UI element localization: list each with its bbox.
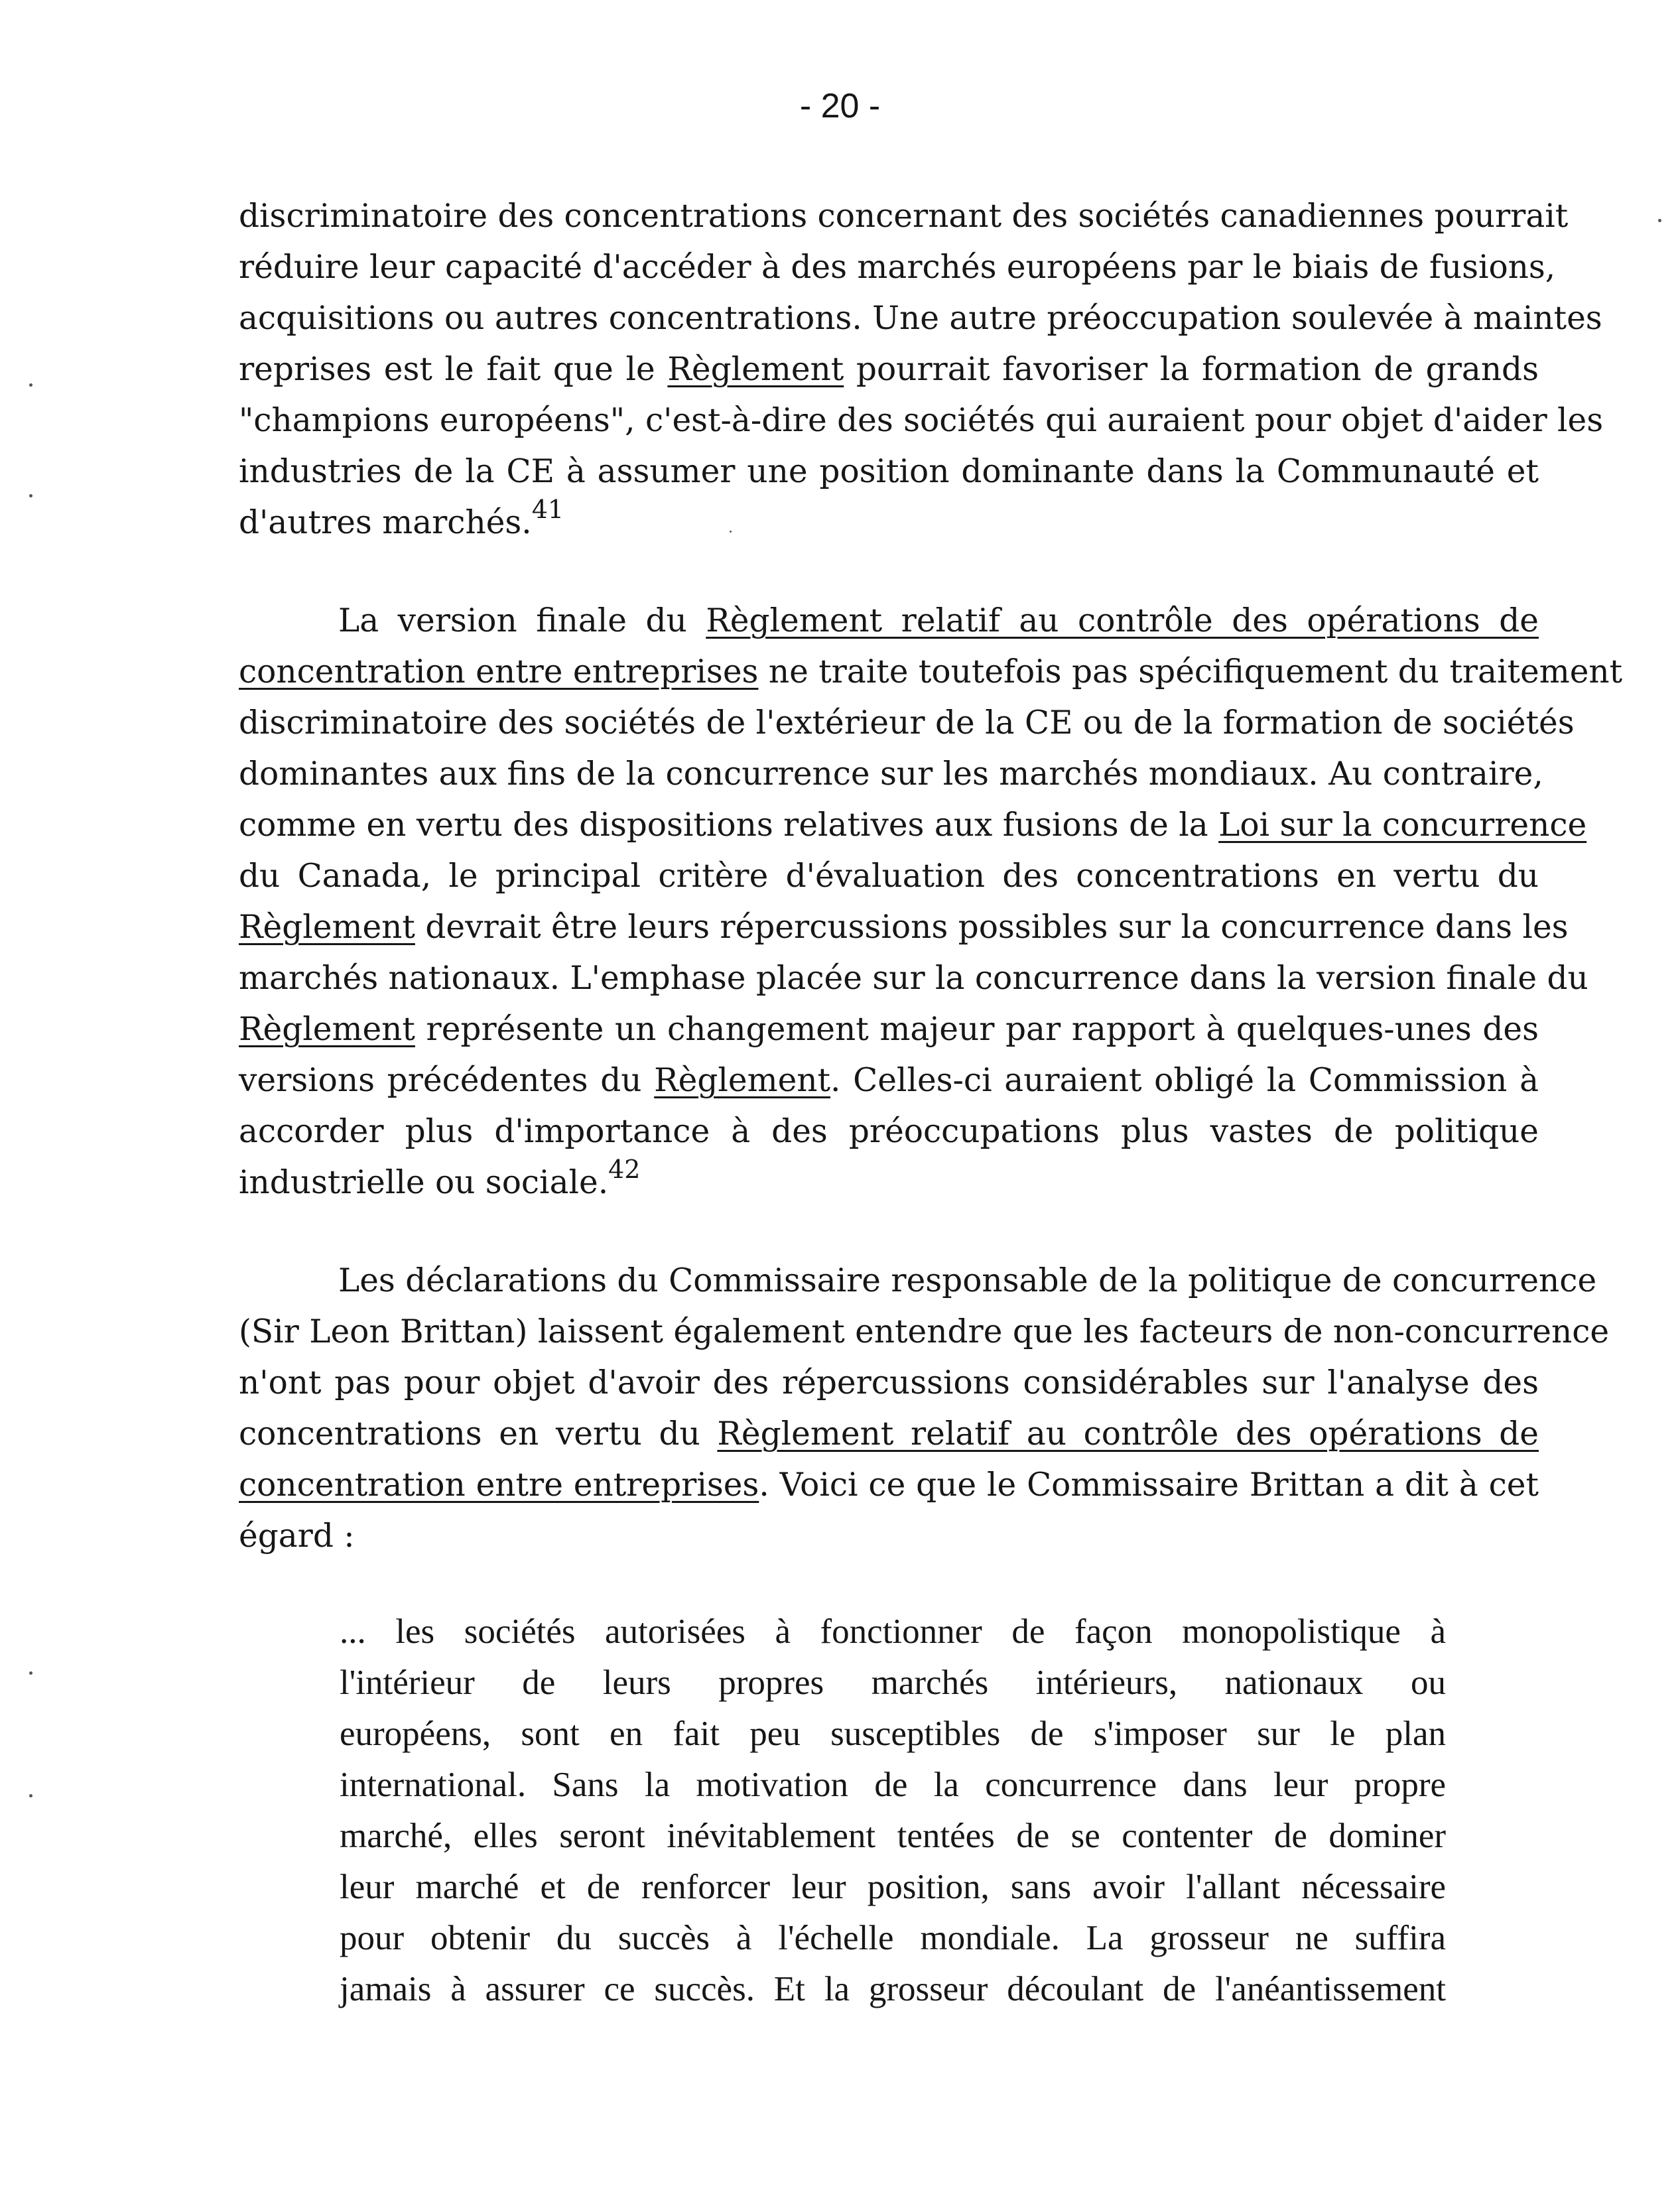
page-number: - 20 - (799, 87, 881, 125)
text-line: discriminatoire des sociétés de l'extérieur de la CE ou de la formation de sociétés (239, 704, 1575, 742)
scan-speck (29, 1794, 32, 1797)
underlined-term: concentration entre entreprises (239, 1466, 759, 1504)
scan-speck (29, 494, 32, 497)
text-line: accorder plus d'importance à des préoccupations plus vastes de politique (239, 1113, 1539, 1150)
text-line: versions précédentes du Règlement. Celles-ci auraient obligé la Commission à (239, 1062, 1539, 1099)
quote-line: leur marché et de renforcer leur position, sans avoir l'allant nécessaire (340, 1868, 1446, 1906)
underlined-term: Règlement (654, 1062, 831, 1099)
underlined-term: concentration entre entreprises (239, 653, 759, 690)
scan-speck (29, 383, 32, 387)
scan-speck (29, 1671, 32, 1675)
text-line: Règlement représente un changement majeur par rapport à quelques-unes des (239, 1011, 1539, 1048)
underlined-term: Loi sur la concurrence (1218, 807, 1587, 844)
text-line: Les déclarations du Commissaire responsable de la politique de concurrence (338, 1262, 1597, 1299)
quote-line: pour obtenir du succès à l'échelle mondiale. La grosseur ne suffira (340, 1919, 1446, 1957)
text-line: marchés nationaux. L'emphase placée sur la concurrence dans la version finale du (239, 960, 1588, 997)
underlined-term: Règlement (239, 909, 415, 946)
underlined-term: Règlement (239, 1011, 415, 1048)
scan-speck (730, 531, 732, 533)
text-line: dominantes aux fins de la concurrence sur les marchés mondiaux. Au contraire, (239, 755, 1543, 793)
footnote-ref: 42 (608, 1154, 641, 1184)
text-line: La version finale du Règlement relatif au contrôle des opérations de (338, 602, 1539, 639)
underlined-term: Règlement relatif au contrôle des opérations de (706, 602, 1539, 639)
quote-line: marché, elles seront inévitablement tentées de se contenter de dominer (340, 1817, 1446, 1855)
quote-line: international. Sans la motivation de la concurrence dans leur propre (340, 1766, 1446, 1804)
text-line: égard : (239, 1518, 355, 1555)
quote-line: européens, sont en fait peu susceptibles de s'imposer sur le plan (340, 1715, 1446, 1753)
text-line: concentration entre entreprises. Voici ce que le Commissaire Brittan a dit à cet (239, 1466, 1539, 1504)
quote-line: jamais à assurer ce succès. Et la grosseur découlant de l'anéantissement (340, 1970, 1446, 2008)
text-line: Règlement devrait être leurs répercussions possibles sur la concurrence dans les (239, 909, 1569, 946)
text-line: concentration entre entreprises ne traite toutefois pas spécifiquement du traitement (239, 653, 1623, 690)
footnote-ref: 41 (531, 494, 564, 524)
text-line: discriminatoire des concentrations concernant des sociétés canadiennes pourrait (239, 198, 1569, 235)
text-line: (Sir Leon Brittan) laissent également entendre que les facteurs de non-concurrence (239, 1313, 1610, 1350)
text-line: comme en vertu des dispositions relatives aux fusions de la Loi sur la concurrence (239, 807, 1587, 844)
text-line: n'ont pas pour objet d'avoir des répercussions considérables sur l'analyse des (239, 1364, 1539, 1401)
underlined-term: Règlement relatif au contrôle des opérations de (717, 1415, 1539, 1453)
text-line: du Canada, le principal critère d'évaluation des concentrations en vertu du (239, 858, 1539, 895)
quote-line: l'intérieur de leurs propres marchés intérieurs, nationaux ou (340, 1663, 1446, 1702)
text-line: "champions européens", c'est-à-dire des sociétés qui auraient pour objet d'aider les (239, 402, 1604, 439)
scan-speck (1658, 219, 1661, 222)
text-line: réduire leur capacité d'accéder à des marchés européens par le biais de fusions, (239, 249, 1556, 286)
text-line: industries de la CE à assumer une position dominante dans la Communauté et (239, 453, 1539, 490)
text-line: acquisitions ou autres concentrations. Une autre préoccupation soulevée à maintes (239, 300, 1602, 337)
text-line: concentrations en vertu du Règlement relatif au contrôle des opérations de (239, 1415, 1539, 1453)
text-line: industrielle ou sociale.$^{42}$ (239, 1154, 641, 1201)
underlined-term: Règlement (667, 351, 844, 388)
quote-line: ... les sociétés autorisées à fonctionner de façon monopolistique à (340, 1612, 1446, 1651)
text-line: d'autres marchés.$^{41}$ (239, 494, 564, 541)
text-line: reprises est le fait que le Règlement pourrait favoriser la formation de grands (239, 351, 1539, 388)
